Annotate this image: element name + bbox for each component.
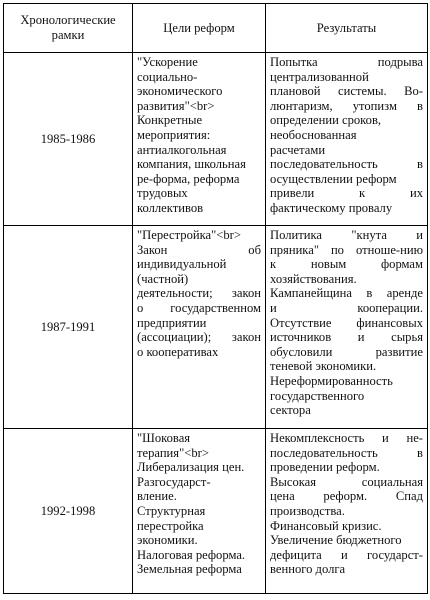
goals-line: деятельности; закон: [137, 286, 261, 301]
header-results-line-1: Результаты: [316, 20, 377, 35]
results-line: хозяйствования.: [270, 271, 357, 286]
results-line: Кампанейщина в аренде: [270, 286, 423, 301]
results-line: Нереформированность: [270, 373, 393, 388]
results-line: к новым формам: [270, 257, 423, 272]
goals-line: антиалкогольная: [137, 142, 227, 157]
results-line: государственного: [270, 388, 365, 403]
results-line: люнтаризм, утопизм в: [270, 98, 423, 113]
goals-cell: [133, 53, 266, 226]
results-line: фактическому провалу: [270, 200, 393, 215]
results-line: необоснованная: [270, 127, 357, 142]
results-line: обусловили развитие: [270, 344, 423, 359]
results-line: Высокая социальная: [270, 474, 423, 489]
results-cell: [266, 226, 428, 429]
results-line: последовательность в: [270, 157, 423, 172]
goals-line: предприятии: [137, 315, 207, 330]
results-line: Некомплексность и не-: [270, 431, 423, 445]
period-cell: 1985-1986: [4, 53, 133, 226]
results-line: определении сроков,: [270, 113, 382, 128]
goals-line: терапия"<br>: [137, 445, 209, 460]
header-results: [266, 4, 428, 53]
goals-line: вление.: [137, 489, 177, 504]
header-row: [4, 4, 428, 53]
results-line: расчетами: [270, 142, 326, 157]
results-line: и кооперации.: [270, 300, 423, 315]
results-line: Финансовый кризис.: [270, 518, 382, 533]
period-cell: 1992-1998: [4, 429, 133, 594]
results-line: проведении реформ.: [270, 460, 380, 475]
goals-line: перестройка: [137, 518, 204, 533]
goals-line: о кооперативах: [137, 344, 219, 359]
goals-line: Разгосударст-: [137, 474, 211, 489]
period-cell: 1987-1991: [4, 226, 133, 429]
goals-line: индивидуальной: [137, 257, 227, 272]
results-line: источников и сырья: [270, 330, 423, 345]
results-line: теневой экономики.: [270, 359, 377, 374]
results-line: дефицита и государст-: [270, 547, 423, 562]
goals-line: Либерализация цен.: [137, 460, 245, 475]
goals-line: Земельная реформа: [137, 562, 242, 577]
goals-cell: [133, 226, 266, 429]
reforms-table: [3, 3, 428, 594]
goals-line: Конкретные: [137, 113, 203, 128]
header-goals: [133, 4, 266, 53]
table-row: [4, 429, 428, 594]
goals-line: компания, школьная: [137, 157, 246, 172]
goals-line: Закон об: [137, 242, 261, 257]
results-line: пряника" по отноше-нию: [270, 242, 423, 257]
results-line: Увеличение бюджетного: [270, 533, 402, 548]
table-row: [4, 226, 428, 429]
header-period: [4, 4, 133, 53]
header-period-line-2: рамки: [51, 28, 85, 42]
goals-line: коллективов: [137, 200, 204, 215]
header-period-line-1: Хронологические: [20, 13, 116, 28]
results-line: цена реформ. Спад: [270, 489, 423, 504]
results-line: привели к их: [270, 186, 423, 201]
goals-line: о государственном: [137, 300, 261, 315]
results-line: производства.: [270, 503, 345, 518]
goals-line: социально-: [137, 69, 198, 84]
results-line: централизованной: [270, 69, 369, 84]
header-goals-line-1: Цели реформ: [163, 20, 235, 35]
results-line: последовательность в: [270, 445, 423, 460]
table-row: [4, 53, 428, 226]
goals-line: "Перестройка"<br>: [137, 228, 241, 242]
goals-cell: [133, 429, 266, 594]
goals-line: экономического: [137, 84, 223, 99]
goals-line: развития"<br>: [137, 98, 215, 113]
results-cell: [266, 429, 428, 594]
goals-line: "Ускорение: [137, 55, 198, 69]
results-line: Отсутствие финансовых: [270, 315, 423, 330]
goals-line: "Шоковая: [137, 431, 191, 445]
goals-line: мероприятия:: [137, 127, 211, 142]
goals-line: ре-форма, реформа: [137, 171, 240, 186]
goals-line: трудовых: [137, 186, 188, 201]
goals-line: (ассоциации); закон: [137, 330, 261, 345]
results-line: плановой системы. Во-: [270, 84, 423, 99]
results-line: сектора: [270, 403, 311, 418]
results-line: венного долга: [270, 562, 346, 577]
goals-line: (частной): [137, 271, 189, 286]
results-line: Попытка подрыва: [270, 55, 423, 69]
goals-line: экономики.: [137, 533, 198, 548]
goals-line: Налоговая реформа.: [137, 547, 246, 562]
results-line: осуществлении реформ: [270, 171, 397, 186]
results-cell: [266, 53, 428, 226]
goals-line: Структурная: [137, 503, 206, 518]
results-line: Политика "кнута и: [270, 228, 423, 242]
